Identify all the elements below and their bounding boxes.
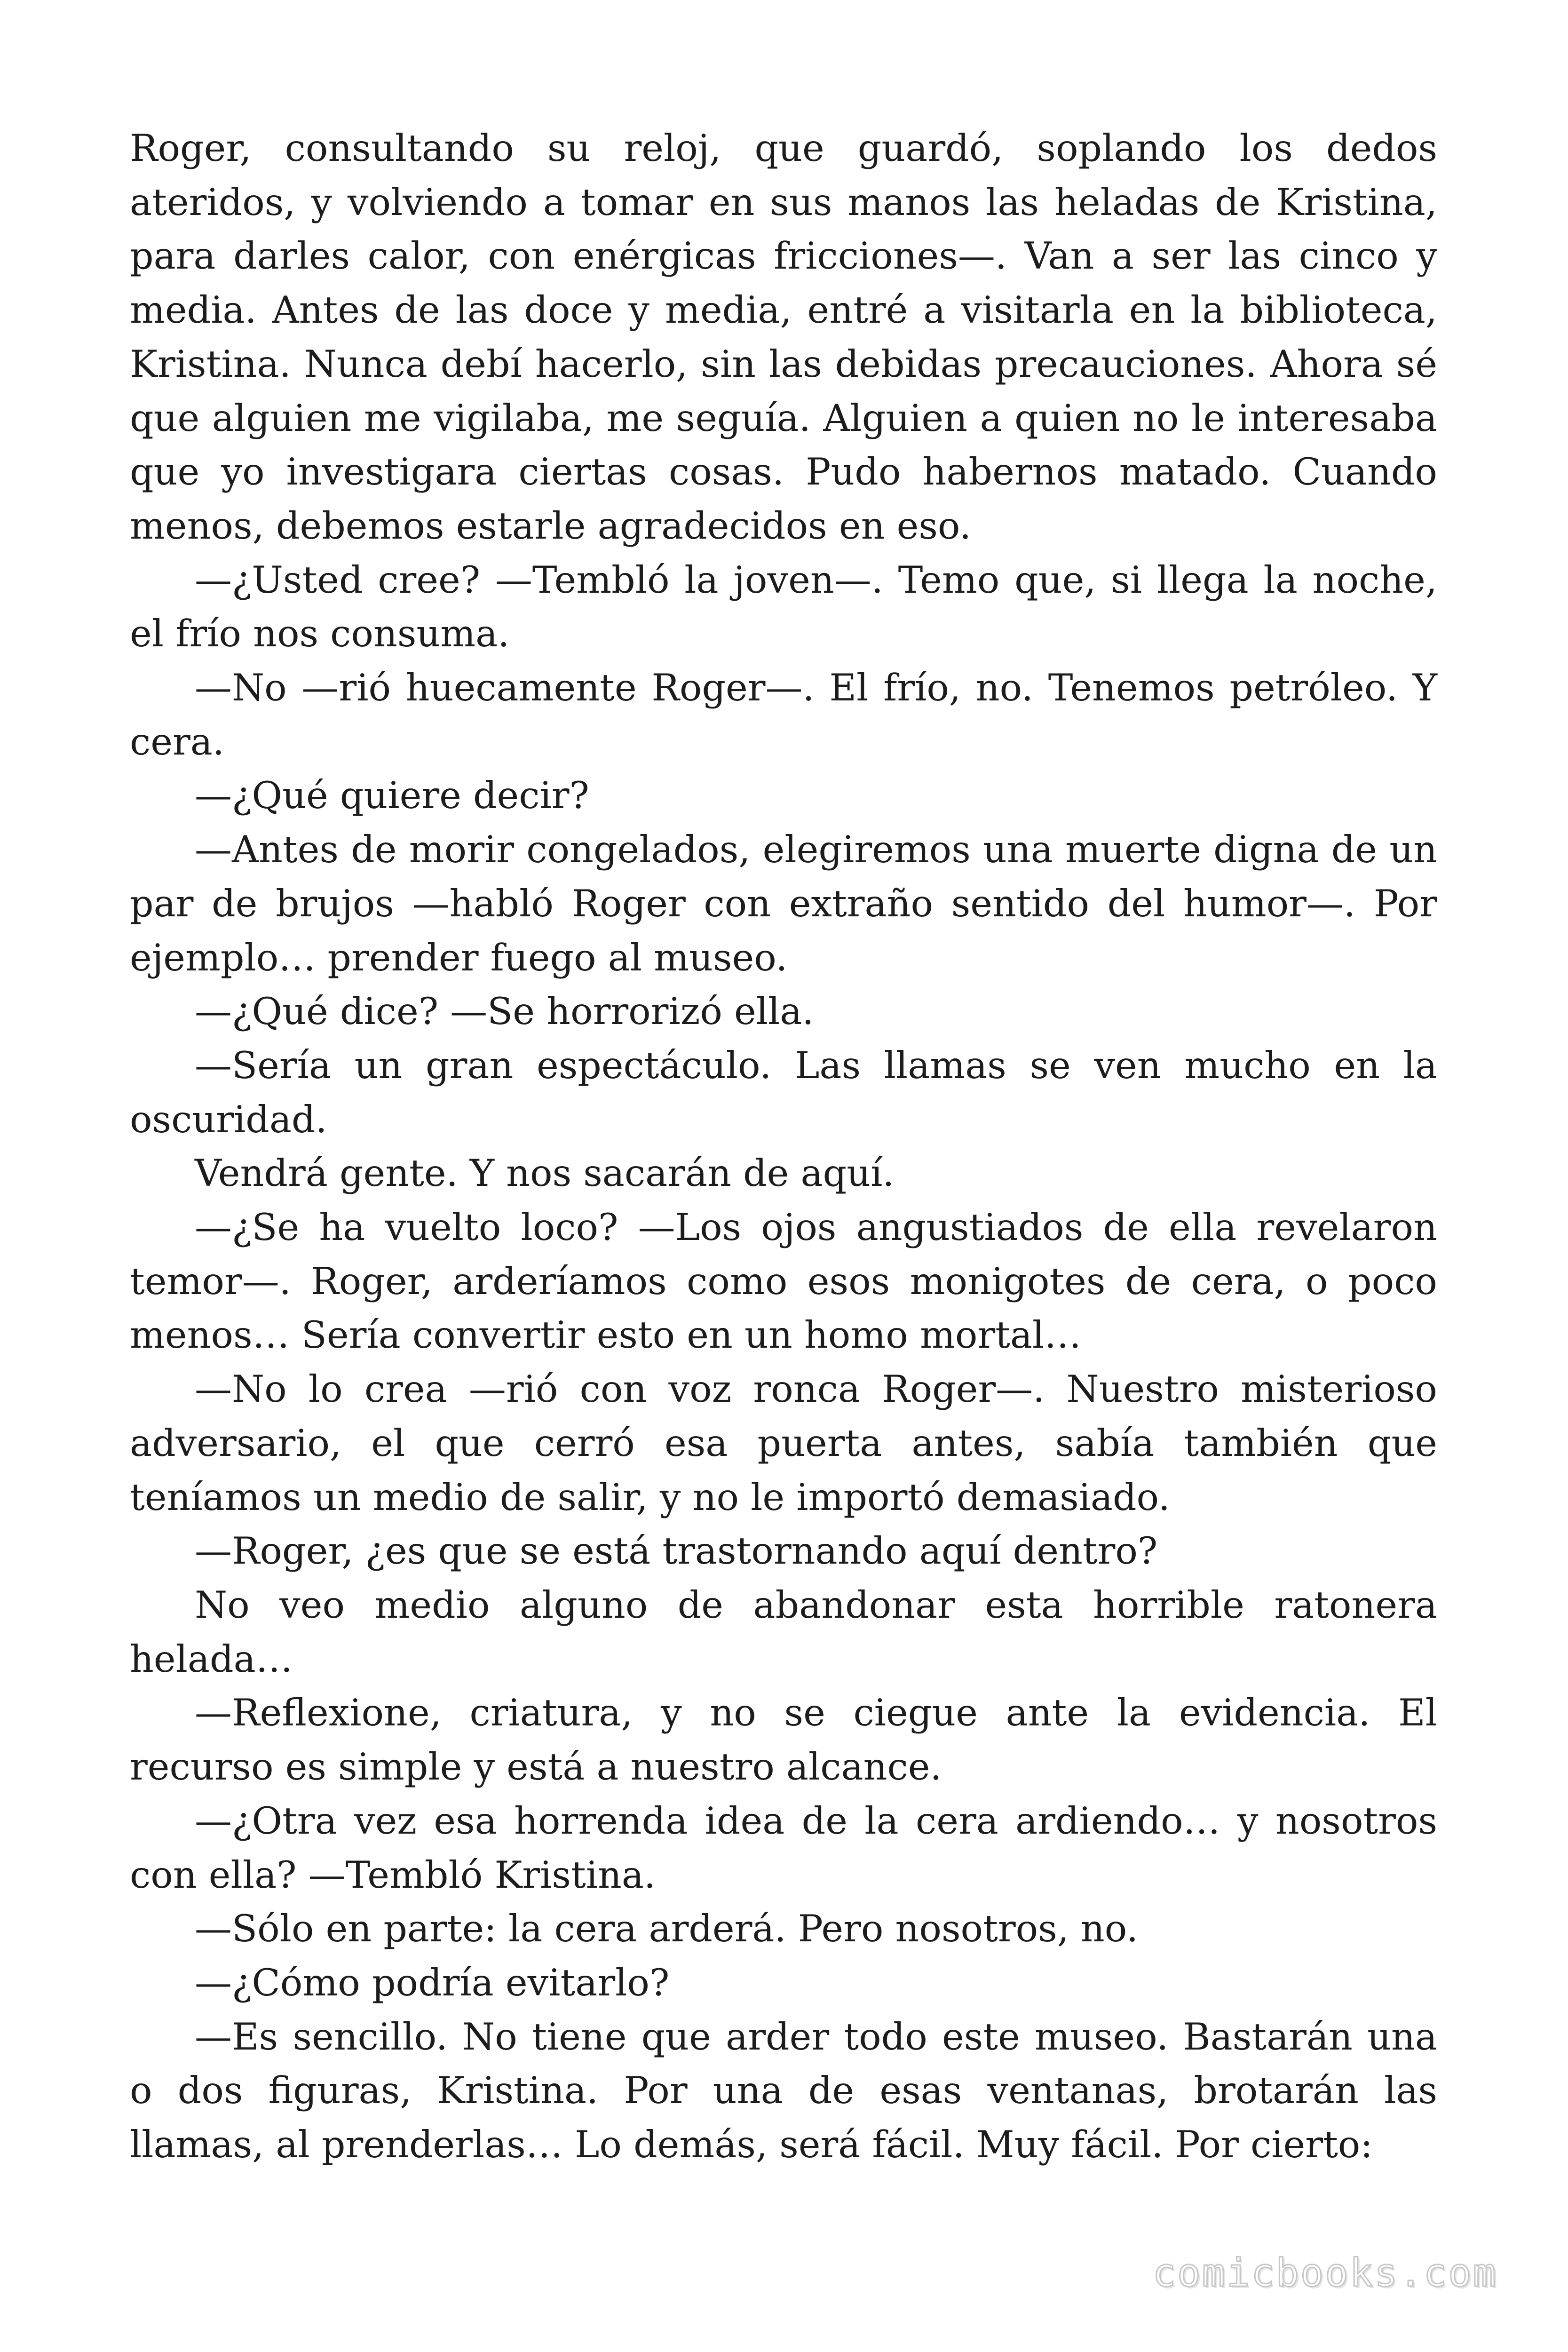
paragraph: No veo medio alguno de abandonar esta horrible ratonera helada… [130,1583,1437,1681]
paragraph: —Antes de morir congelados, elegiremos una muerte digna de un par de brujos —habló Roger con extraño sentido del humor—. Por ejemplo… prender fuego al museo. [130,828,1437,979]
paragraph: —¿Qué dice? —Se horrorizó ella. [195,990,814,1033]
paragraph: —No lo crea —rió con voz ronca Roger—. Nuestro misterioso adversario, el que cerró esa puerta antes, sabía también que teníamos un medio de salir, y no le importó demasiado. [130,1367,1437,1519]
paragraph: —¿Qué quiere decir? [195,774,589,818]
paragraph: —¿Otra vez esa horrenda idea de la cera ardiendo… y nosotros con ella? —Tembló Kristina. [130,1799,1437,1897]
paragraph: —Sólo en parte: la cera arderá. Pero nosotros, no. [195,1907,1139,1951]
paragraph: —¿Se ha vuelto loco? —Los ojos angustiados de ella revelaron temor—. Roger, arderíamos como esos monigotes de cera, o poco menos… Sería convertir esto en un homo mortal… [130,1206,1437,1357]
paragraph: Roger, consultando su reloj, que guardó, soplando los dedos ateridos, y volviendo a tomar en sus manos las heladas de Kristina, para darles calor, con enérgicas fricciones—. Van a ser las cinco y media. Antes de las doce y media, entré a visitarla en la biblioteca, Kristina. Nunca debí hacerlo, sin las debidas precauciones. Ahora sé que alguien me vigilaba, me seguía. Alguien a quien no le interesaba que yo investigara ciertas cosas. Pudo habernos matado. Cuando menos, debemos estarle agradecidos en eso. [130,127,1437,548]
paragraph: Vendrá gente. Y nos sacarán de aquí. [195,1152,895,1195]
paragraph: —Reflexione, criatura, y no se ciegue ante la evidencia. El recurso es simple y está a nuestro alcance. [130,1691,1437,1789]
paragraph: —¿Usted cree? —Tembló la joven—. Temo que, si llega la noche, el frío nos consuma. [130,558,1437,656]
paragraph: —Es sencillo. No tiene que arder todo este museo. Bastarán una o dos figuras, Kristina. Por una de esas ventanas, brotarán las llamas, al prenderlas… Lo demás, será fácil. Muy fácil. Por cierto: [130,2015,1437,2167]
paragraph: —¿Cómo podría evitarlo? [195,1961,670,2004]
body-text [130,121,1437,2172]
watermark: comicbooks.com [1152,2251,1497,2296]
paragraph: —Sería un gran espectáculo. Las llamas se ven mucho en la oscuridad. [130,1043,1437,1141]
paragraph: —Roger, ¿es que se está trastornando aquí dentro? [195,1529,1158,1573]
paragraph: —No —rió huecamente Roger—. El frío, no. Tenemos petróleo. Y cera. [130,666,1437,763]
